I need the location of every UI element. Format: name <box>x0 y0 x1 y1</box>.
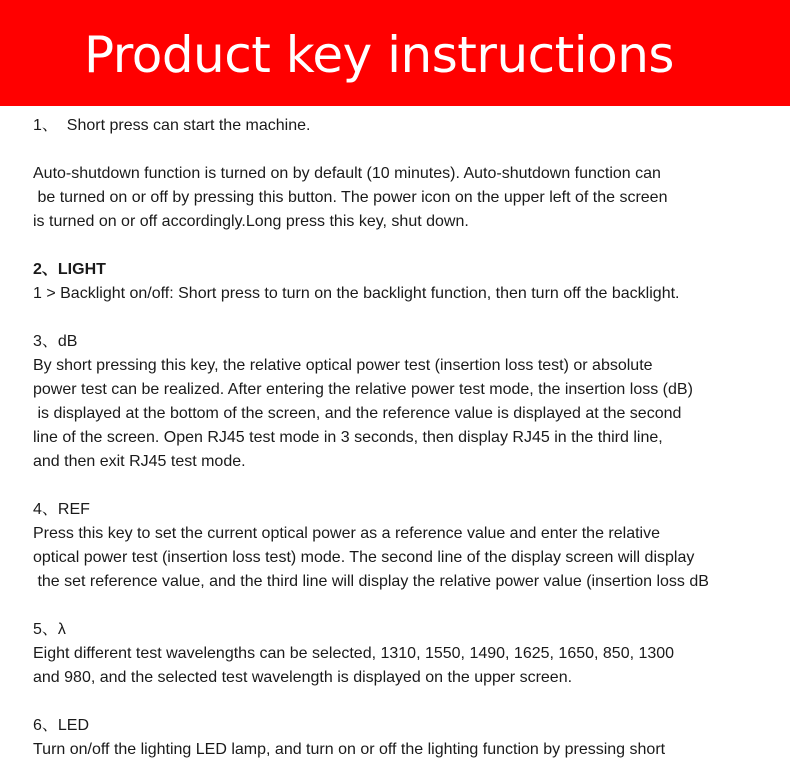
instruction-line: line of the screen. Open RJ45 test mode in 3 seconds, then display RJ45 in the third line, <box>33 429 663 446</box>
page-title: Product key instructions <box>84 26 674 84</box>
instruction-line: 5、λ <box>33 621 66 638</box>
instructions-body <box>33 114 790 762</box>
blank-line <box>33 138 790 162</box>
instruction-line: 4、REF <box>33 501 90 518</box>
instruction-line: 6、LED <box>33 717 90 734</box>
instruction-line: optical power test (insertion loss test) mode. The second line of the display screen will display <box>33 549 695 566</box>
instruction-line: is displayed at the bottom of the screen, and the reference value is displayed at the second <box>33 405 682 422</box>
blank-line <box>33 690 790 714</box>
blank-line <box>33 306 790 330</box>
blank-line <box>33 474 790 498</box>
instruction-line: and then exit RJ45 test mode. <box>33 453 246 470</box>
instruction-line: 2、LIGHT <box>33 261 106 278</box>
instruction-line: the set reference value, and the third line will display the relative power value (insertion loss dB <box>33 573 709 590</box>
instruction-line: Press this key to set the current optical power as a reference value and enter the relative <box>33 525 660 542</box>
instruction-line: Turn on/off the lighting LED lamp, and turn on or off the lighting function by pressing short <box>33 741 666 758</box>
instruction-line: power test can be realized. After entering the relative power test mode, the insertion loss (dB) <box>33 381 693 398</box>
instruction-line: and 980, and the selected test wavelength is displayed on the upper screen. <box>33 669 573 686</box>
instruction-line: 1 > Backlight on/off: Short press to turn on the backlight function, then turn off the backlight. <box>33 285 680 302</box>
header-banner <box>0 0 790 106</box>
instruction-line: Auto-shutdown function is turned on by default (10 minutes). Auto-shutdown function can <box>33 165 661 182</box>
instruction-line: 3、dB <box>33 333 78 350</box>
instruction-line: 1、 Short press can start the machine. <box>33 117 311 134</box>
blank-line <box>33 594 790 618</box>
instruction-line: is turned on or off accordingly.Long press this key, shut down. <box>33 213 469 230</box>
instruction-line: be turned on or off by pressing this button. The power icon on the upper left of the screen <box>33 189 668 206</box>
blank-line <box>33 234 790 258</box>
instruction-line: By short pressing this key, the relative optical power test (insertion loss test) or absolute <box>33 357 653 374</box>
instruction-line: Eight different test wavelengths can be selected, 1310, 1550, 1490, 1625, 1650, 850, 1300 <box>33 645 675 662</box>
